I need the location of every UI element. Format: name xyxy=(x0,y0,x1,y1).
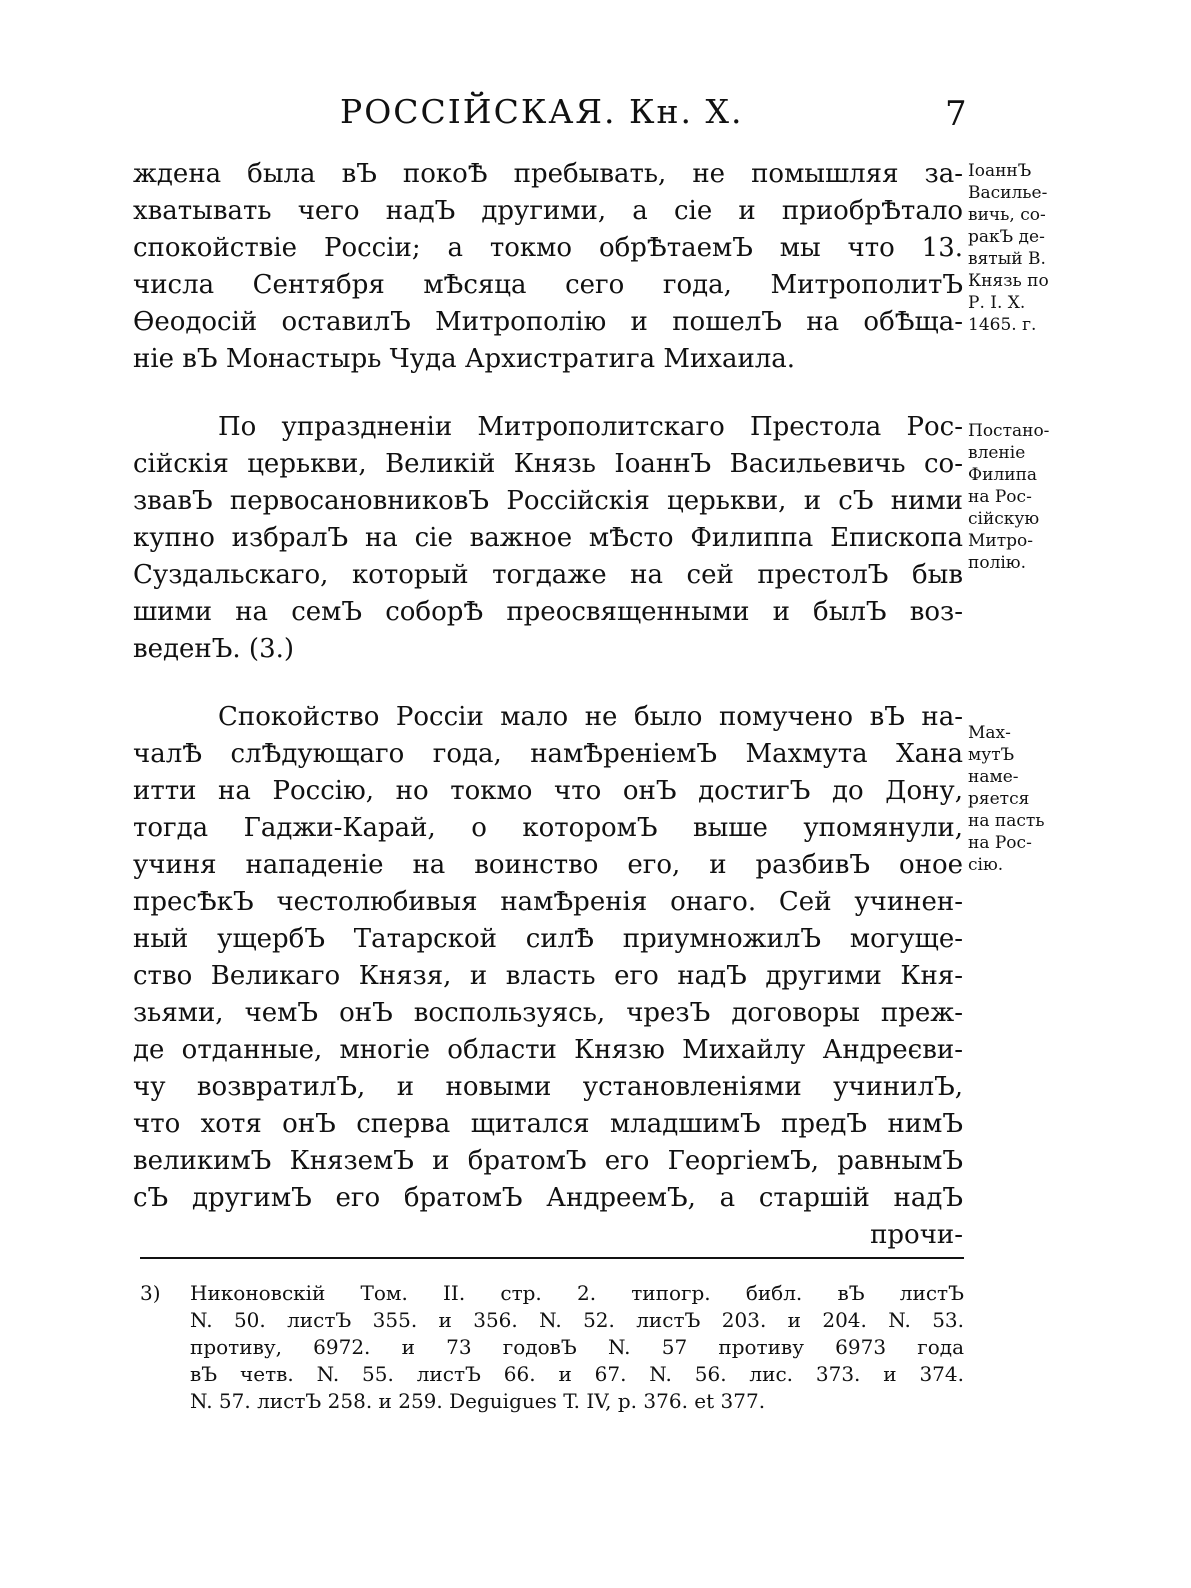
margin-note-line: 1465. г. xyxy=(968,315,1037,335)
margin-note-line: Р. І. Х. xyxy=(968,293,1026,313)
margin-note-line: Василье- xyxy=(968,183,1048,203)
text-line: де отданные, многіе области Князю Михайлу Андреєви- xyxy=(133,1035,963,1065)
footnote-divider xyxy=(140,1257,964,1259)
footnote-line: вЪ четв. N. 55. листЪ 66. и 67. N. 56. лис. 373. и 374. xyxy=(190,1362,964,1386)
margin-note-line: вятый В. xyxy=(968,249,1046,269)
margin-note-line: полію. xyxy=(968,553,1027,573)
text-line: сійскія церькви, Великій Князь ІоаннЪ Васильевичь со- xyxy=(133,449,963,479)
text-line: сЪ другимЪ его братомЪ АндреемЪ, а старшій надЪ xyxy=(133,1183,963,1213)
text-line: Спокойство Россіи мало не было помучено вЪ на- xyxy=(218,702,963,732)
text-line: Ѳеодосій оставилЪ Митрополію и пошелЪ на обѢща- xyxy=(133,307,963,337)
text-line: купно избралЪ на сіе важное мѢсто Филиппа Епископа xyxy=(133,523,963,553)
page-number: 7 xyxy=(945,94,967,134)
paragraph-2 xyxy=(133,409,963,668)
text-line: зьями, чемЪ онЪ воспользуясь, чрезЪ договоры преж- xyxy=(133,998,963,1028)
margin-note-line: Митро- xyxy=(968,531,1034,551)
margin-note-1 xyxy=(968,160,1068,336)
margin-note-line: мутЪ xyxy=(968,745,1015,765)
text-line: звавЪ первосановниковЪ Россійскія церькви, и сЪ ними xyxy=(133,486,963,516)
text-line: чалѢ слѢдующаго года, намѢреніемЪ Махмута Хана xyxy=(133,739,963,769)
text-line: шими на семЪ соборѢ преосвященными и былЪ воз- xyxy=(133,597,963,627)
text-line: ждена была вЪ покоѢ пребывать, не помышляя за- xyxy=(133,159,963,189)
margin-note-line: вленіе xyxy=(968,443,1026,463)
text-line: ный ущербЪ Татарской силѢ приумножилЪ могуще- xyxy=(133,924,963,954)
text-line: Суздальскаго, который тогдаже на сей престолЪ быв xyxy=(133,560,963,590)
footnote-text xyxy=(190,1280,964,1415)
text-line: ство Великаго Князя, и власть его надЪ другими Кня- xyxy=(133,961,963,991)
text-line: числа Сентября мѢсяца сего года, МитрополитЪ xyxy=(133,270,963,300)
margin-note-line: на пасть xyxy=(968,811,1045,831)
margin-note-line: Мах- xyxy=(968,723,1011,743)
footnote-marker: 3) xyxy=(140,1281,161,1305)
text-line: веденЪ. (3.) xyxy=(133,634,295,664)
text-line: ніе вЪ Монастырь Чуда Архистратига Михаила. xyxy=(133,344,796,374)
text-line: великимЪ КняземЪ и братомЪ его ГеоргіемЪ, равнымЪ xyxy=(133,1146,963,1176)
margin-note-line: вичь, со- xyxy=(968,205,1046,225)
text-line: учиня нападеніе на воинство его, и разбивЪ оное xyxy=(133,850,963,880)
margin-note-line: Постано- xyxy=(968,421,1050,441)
margin-note-line: ІоаннЪ xyxy=(968,161,1032,181)
text-line: пресѢкЪ честолюбивыя намѢренія онаго. Сей учинен- xyxy=(133,887,963,917)
text-line: По упраздненіи Митрополитскаго Престола Рос- xyxy=(218,412,963,442)
text-line: спокойствіе Россіи; а токмо обрѢтаемЪ мы что 13. xyxy=(133,233,963,263)
margin-note-3 xyxy=(968,722,1068,876)
margin-note-line: наме- xyxy=(968,767,1019,787)
margin-note-line: Филипа xyxy=(968,465,1038,485)
text-line: тогда Гаджи-Карай, о которомЪ выше упомянули, xyxy=(133,813,963,843)
paragraph-1 xyxy=(133,156,963,378)
catchword: прочи- xyxy=(870,1220,963,1250)
text-line: хватывать чего надЪ другими, а сіе и приобрѢтало xyxy=(133,196,963,226)
footnote-line: Никоновскій Том. II. стр. 2. типогр. библ. вЪ листЪ xyxy=(190,1281,964,1305)
margin-note-line: ряется xyxy=(968,789,1030,809)
text-line: что хотя онЪ сперва щитался младшимЪ предЪ нимЪ xyxy=(133,1109,963,1139)
text-line: чу возвратилЪ, и новыми установленіями учинилЪ, xyxy=(133,1072,963,1102)
footnote-line: N. 57. листЪ 258. и 259. Deguigues T. IV, p. 376. et 377. xyxy=(190,1389,766,1413)
text-line: итти на Россію, но токмо что онЪ достигЪ до Дону, xyxy=(133,776,963,806)
paragraph-3 xyxy=(133,699,963,1254)
margin-note-line: сійскую xyxy=(968,509,1040,529)
margin-note-line: на Рос- xyxy=(968,487,1032,507)
footnote-line: N. 50. листЪ 355. и 356. N. 52. листЪ 203. и 204. N. 53. xyxy=(190,1308,964,1332)
margin-note-line: сію. xyxy=(968,855,1004,875)
margin-note-line: ракЪ де- xyxy=(968,227,1045,247)
running-head: РОССІЙСКАЯ. Кн. Х. xyxy=(340,92,744,131)
margin-note-2 xyxy=(968,420,1068,574)
footnote-line: противу, 6972. и 73 годовЪ N. 57 противу 6973 года xyxy=(190,1335,964,1359)
margin-note-line: на Рос- xyxy=(968,833,1032,853)
margin-note-line: Князь по xyxy=(968,271,1049,291)
